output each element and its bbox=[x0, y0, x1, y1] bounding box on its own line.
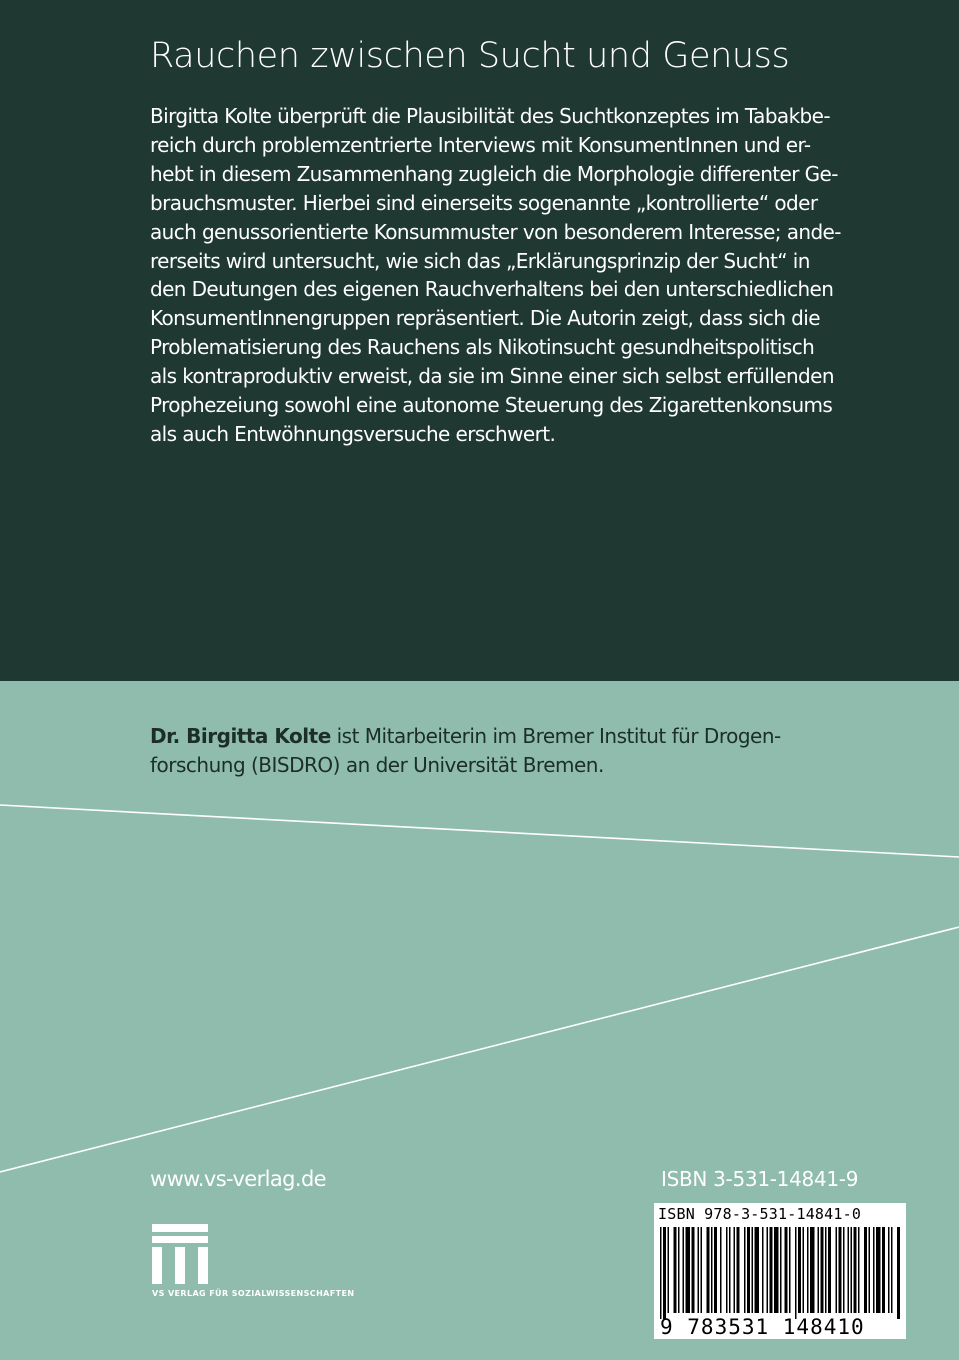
barcode-bar bbox=[854, 1227, 857, 1313]
barcode-bar bbox=[744, 1227, 746, 1313]
blurb-line: als kontraproduktiv erweist, da sie im Sinne einer sich selbst erfüllenden bbox=[150, 364, 834, 389]
barcode-bar bbox=[683, 1227, 685, 1313]
barcode-bar bbox=[755, 1227, 760, 1313]
bio-text: ist Mitarbeiterin im Bremer Institut für Drogen- bbox=[330, 724, 781, 748]
barcode-bar bbox=[858, 1227, 860, 1313]
barcode-bar bbox=[711, 1227, 713, 1313]
barcode-bar bbox=[839, 1227, 842, 1313]
barcode-bar bbox=[780, 1227, 782, 1313]
barcode-bar bbox=[795, 1227, 797, 1319]
blurb-line: als auch Entwöhnungsversuche erschwert. bbox=[150, 421, 556, 446]
barcode-bar bbox=[668, 1227, 670, 1313]
barcode-bar bbox=[737, 1227, 740, 1313]
barcode-bar bbox=[891, 1227, 893, 1313]
bio-line bbox=[150, 722, 850, 751]
barcode-bar bbox=[825, 1227, 827, 1313]
barcode bbox=[654, 1203, 906, 1339]
barcode-bar bbox=[663, 1227, 666, 1319]
barcode-bar bbox=[873, 1227, 875, 1313]
blurb-line: Birgitta Kolte überprüft die Plausibilität des Suchtkonzeptes im Tabakbe- bbox=[150, 104, 830, 128]
barcode-bar bbox=[701, 1227, 703, 1313]
barcode-bar bbox=[876, 1227, 881, 1313]
barcode-bar bbox=[798, 1227, 801, 1313]
barcode-bar bbox=[810, 1227, 815, 1313]
publisher-url[interactable]: www.vs-verlag.de bbox=[150, 1167, 326, 1191]
barcode-bar bbox=[762, 1227, 764, 1313]
barcode-bar bbox=[821, 1227, 824, 1313]
barcode-bar bbox=[660, 1227, 662, 1319]
blurb-line: KonsumentInnengruppen repräsentiert. Die Autorin zeigt, dass sich die bbox=[150, 306, 820, 331]
blurb-line: Problematisierung des Rauchens als Nikotinsucht gesundheitspolitisch bbox=[150, 335, 815, 360]
barcode-bar bbox=[698, 1227, 700, 1313]
barcode-bar bbox=[848, 1227, 850, 1313]
barcode-bar bbox=[692, 1227, 695, 1313]
isbn-label: ISBN 3-531-14841-9 bbox=[661, 1167, 859, 1191]
barcode-bar bbox=[807, 1227, 809, 1313]
barcode-bar bbox=[851, 1227, 853, 1313]
barcode-bar bbox=[770, 1227, 773, 1313]
barcode-bar bbox=[720, 1227, 722, 1313]
diagonal-line-lower bbox=[0, 927, 959, 1172]
blurb-line: den Deutungen des eigenen Rauchverhaltens bei den unterschiedlichen bbox=[150, 277, 834, 302]
author-bio bbox=[150, 722, 850, 780]
barcode-bar bbox=[888, 1227, 890, 1313]
barcode-bar bbox=[686, 1227, 691, 1313]
barcode-isbn13: ISBN 978-3-531-14841-0 bbox=[658, 1205, 862, 1223]
barcode-digits: 9 783531 148410 bbox=[660, 1315, 865, 1339]
barcode-bar bbox=[774, 1227, 779, 1313]
barcode-bar bbox=[726, 1227, 728, 1313]
barcode-bar bbox=[897, 1227, 900, 1319]
book-blurb bbox=[150, 102, 870, 449]
barcode-bar bbox=[843, 1227, 845, 1313]
barcode-bar bbox=[785, 1227, 788, 1313]
barcode-bar bbox=[869, 1227, 871, 1313]
barcode-bar bbox=[747, 1227, 750, 1313]
barcode-bar bbox=[752, 1227, 754, 1313]
blurb-line: auch genussorientierte Konsummuster von besonderem Interesse; ande- bbox=[150, 219, 841, 244]
blurb-line: Prophezeiung sowohl eine autonome Steuerung des Zigarettenkonsums bbox=[150, 393, 833, 418]
blurb-line: hebt in diesem Zusammenhang zugleich die Morphologie differenter Ge- bbox=[150, 161, 838, 186]
barcode-bar bbox=[714, 1227, 717, 1313]
barcode-bar bbox=[836, 1227, 838, 1313]
barcode-bar bbox=[729, 1227, 731, 1313]
book-title: Rauchen zwischen Sucht und Genuss bbox=[150, 36, 790, 76]
barcode-bar bbox=[767, 1227, 769, 1313]
barcode-bar bbox=[864, 1227, 867, 1313]
publisher-logo-icon bbox=[152, 1224, 208, 1284]
publisher-name: VS VERLAG FÜR SOZIALWISSENSCHAFTEN bbox=[152, 1289, 355, 1298]
barcode-bar bbox=[707, 1227, 710, 1313]
barcode-bar bbox=[882, 1227, 885, 1313]
barcode-bar bbox=[803, 1227, 805, 1313]
diagonal-line-upper bbox=[0, 805, 959, 857]
author-name: Dr. Birgitta Kolte bbox=[150, 724, 331, 748]
bio-line: forschung (BISDRO) an der Universität Bremen. bbox=[150, 753, 604, 777]
barcode-bar bbox=[734, 1227, 736, 1313]
blurb-line: rerseits wird untersucht, wie sich das „Erklärungsprinzip der Sucht“ in bbox=[150, 248, 810, 273]
barcode-bar bbox=[678, 1227, 680, 1313]
barcode-bar bbox=[674, 1227, 677, 1313]
blurb-line: reich durch problemzentrierte Interviews mit KonsumentInnen und er- bbox=[150, 132, 811, 157]
barcode-bar bbox=[818, 1227, 820, 1313]
barcode-bar bbox=[828, 1227, 831, 1313]
blurb-line: brauchsmuster. Hierbei sind einerseits sogenannte „kontrollierte“ oder bbox=[150, 190, 818, 215]
barcode-bar bbox=[789, 1227, 791, 1313]
